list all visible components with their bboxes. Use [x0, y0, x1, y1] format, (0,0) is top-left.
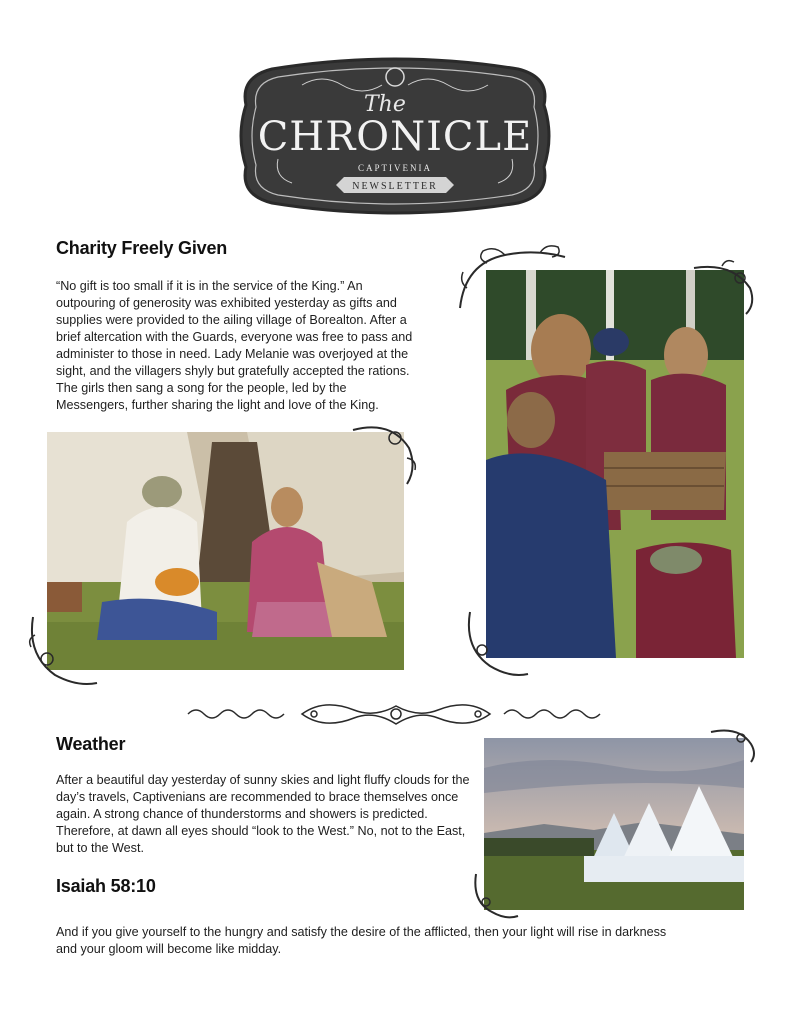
article-body-verse: And if you give yourself to the hungry and satisfy the desire of the afflicted, then your light will rise in darkness and your gloom will become like midday.: [56, 925, 667, 956]
flourish-ornament-bottom-left-tent: [25, 615, 100, 690]
article-body-charity: “No gift is too small if it is in the service of the King.” An outpouring of generosity was exhibited yesterday as gifts and supplies were provided to the ailing village of Borealton. After a brief altercation with the Guards, everyone was free to pass and administer to those in need. Lady Melanie was overjoyed at the sight, and the villagers shyly but gratefully accepted the rations. The girls then sang a song for the people, led by the Messengers, further sharing the light and love of the King.: [56, 279, 413, 412]
photo-tents-landscape: [484, 738, 744, 910]
masthead-ribbon: NEWSLETTER: [352, 181, 438, 192]
article-heading-weather: Weather: [56, 734, 126, 754]
flourish-ornament-bottom-left-photo: [462, 610, 532, 680]
masthead-the: The: [364, 92, 406, 117]
masthead-title: CHRONICLE: [257, 114, 533, 160]
flourish-ornament-top-left-photo: [455, 243, 575, 313]
photo-girls-crate: [486, 270, 744, 658]
divider-ornament: [184, 696, 609, 732]
article-heading-verse: Isaiah 58:10: [56, 876, 156, 896]
flourish-ornament-top-right-photo: [692, 258, 758, 318]
flourish-ornament-top-right-tent: [351, 418, 421, 488]
article-body-weather: After a beautiful day yesterday of sunny skies and light fluffy clouds for the day’s travels, Captivenians are recommended to brace themselves once again. A strong chance of thunderstorms and showers is predicted. Therefore, at dawn all eyes should “look to the West.” No, not to the East, but to the West.: [56, 773, 470, 855]
masthead-logo: [232, 55, 558, 217]
article-heading-charity: Charity Freely Given: [56, 238, 228, 258]
flourish-ornament-top-right-tents: [709, 724, 759, 764]
flourish-ornament-bottom-left-tents: [470, 872, 520, 922]
masthead-subtitle: CAPTIVENIA: [358, 163, 432, 173]
